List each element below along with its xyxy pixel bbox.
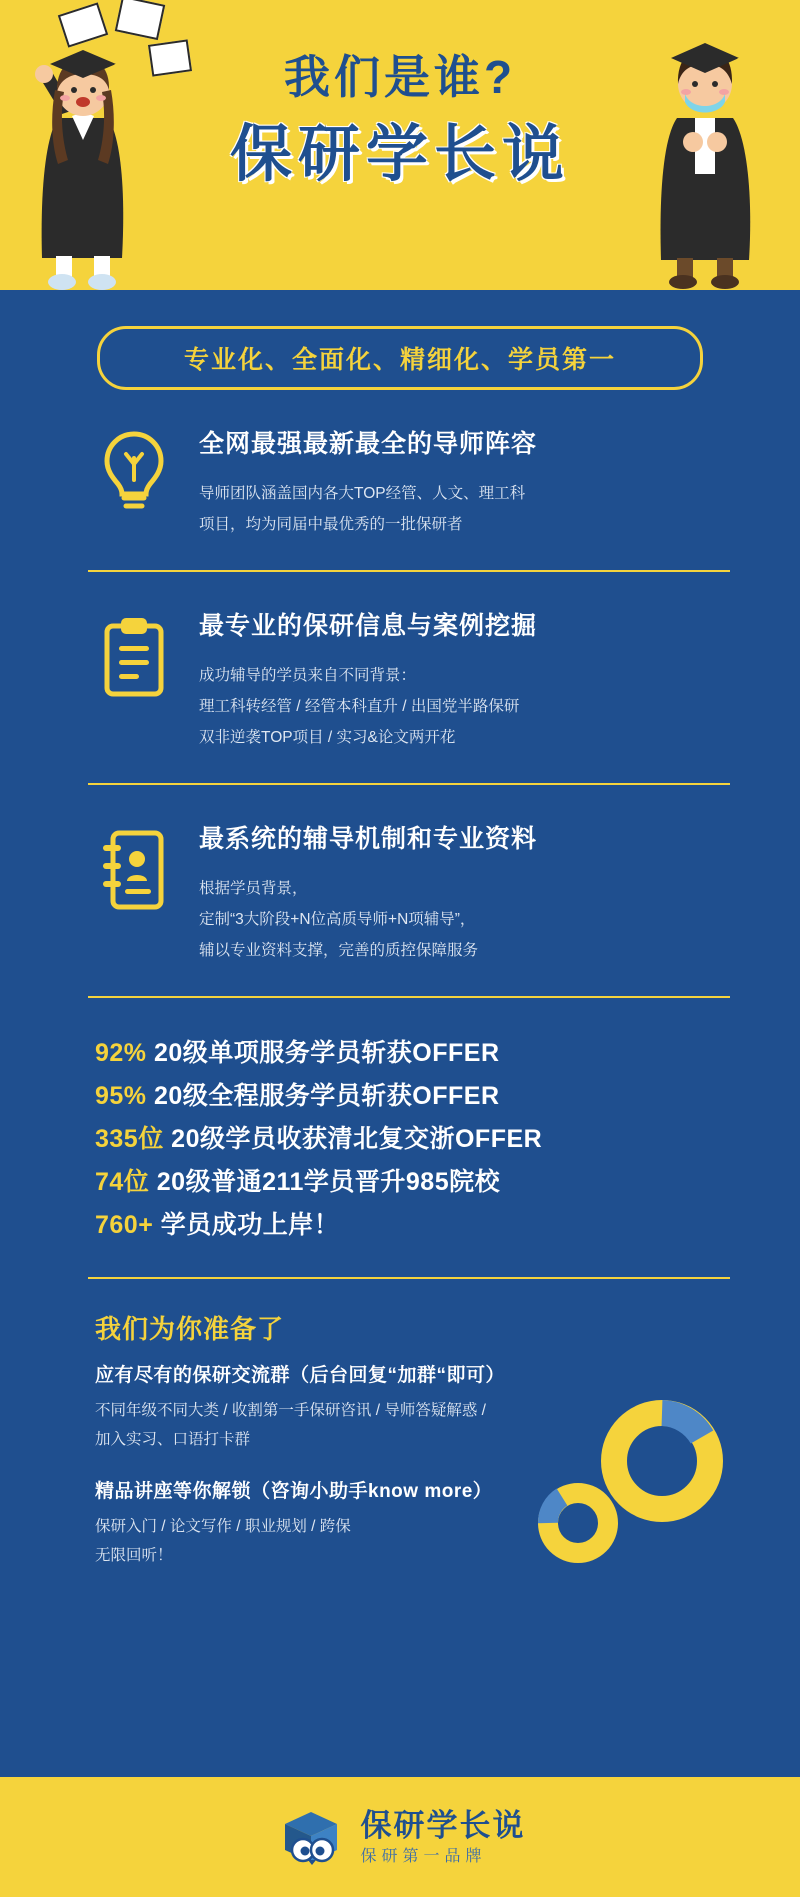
lightbulb-icon (95, 428, 173, 519)
prepared-line: 保研入门 / 论文写作 / 职业规划 / 跨保 (95, 1518, 351, 1536)
feature-body-1 (199, 478, 730, 540)
prepared-subtitle: 应有尽有的保研交流群（后台回复“加群“即可） (95, 1365, 506, 1386)
stat-label: 20级学员收获清北复交浙OFFER (171, 1125, 543, 1153)
feature-line: 双非逆袭TOP项目 / 实习&论文两开花 (199, 729, 456, 746)
slogan-ribbon (97, 326, 703, 390)
slogan-text: 专业化、全面化、精细化、学员第一 (183, 346, 616, 374)
footer-text-group (361, 1808, 526, 1866)
footer-bar (0, 1777, 800, 1897)
stat-row (95, 1075, 730, 1118)
stat-row (95, 1204, 730, 1247)
feature-text-1 (173, 424, 730, 540)
footer-logo-group (275, 1800, 526, 1874)
footer-slogan: 保研第一品牌 (360, 1847, 487, 1865)
prepared-line: 加入实习、口语打卡群 (95, 1430, 251, 1448)
feature-section-3 (0, 785, 800, 966)
stat-row (95, 1032, 730, 1075)
stat-number: 335位 (95, 1125, 164, 1153)
feature-line: 成功辅导的学员来自不同背景： (199, 667, 417, 684)
feature-body-2 (199, 660, 730, 753)
feature-body-3 (199, 873, 730, 966)
feature-section-1 (0, 390, 800, 540)
feature-line: 定制“3大阶段+N位高质导师+N项辅导”， (199, 911, 476, 928)
feature-line: 根据学员背景， (199, 880, 308, 897)
stat-label: 20级全程服务学员斩获OFFER (154, 1082, 500, 1110)
stat-number: 92% (95, 1039, 147, 1067)
stat-label: 学员成功上岸！ (160, 1211, 340, 1239)
stat-row (95, 1118, 730, 1161)
stats-list (0, 998, 800, 1247)
donut-chart-decoration (512, 1391, 742, 1581)
header-title-line1: 我们是谁? (283, 51, 517, 103)
prepared-section (0, 1279, 800, 1571)
feature-line: 导师团队涵盖国内各大TOP经管、人文、理工科 (199, 485, 526, 502)
prepared-subtitle: 精品讲座等你解锁（咨询小助手know more） (95, 1481, 493, 1503)
feature-text-3 (173, 819, 730, 966)
stat-number: 95% (95, 1082, 147, 1110)
stat-row (95, 1161, 730, 1204)
feature-line: 理工科转经管 / 经管本科直升 / 出国党半路保研 (199, 698, 520, 715)
header-banner (0, 0, 800, 290)
stat-number: 74位 (95, 1168, 150, 1196)
stat-label: 20级普通211学员晋升985院校 (156, 1168, 501, 1196)
brand-owl-book-icon (275, 1800, 349, 1874)
prepared-title: 我们为你准备了 (95, 1314, 285, 1344)
feature-line: 项目，均为同届中最优秀的一批保研者 (199, 516, 463, 533)
feature-line: 辅以专业资料支撑，完善的质控保障服务 (199, 942, 479, 959)
prepared-line: 无限回听！ (95, 1547, 173, 1565)
feature-title-1: 全网最强最新最全的导师阵容 (199, 430, 538, 458)
bottom-spacer (0, 1571, 800, 1721)
feature-section-2 (0, 572, 800, 753)
header-title-line2: 保研学长说 (229, 119, 570, 189)
content-body (0, 326, 800, 1721)
notebook-icon (95, 823, 173, 920)
stat-label: 20级单项服务学员斩获OFFER (154, 1039, 500, 1067)
prepared-line: 不同年级不同大类 / 收割第一手保研咨讯 / 导师答疑解惑 / (95, 1402, 486, 1419)
feature-title-3: 最系统的辅导机制和专业资料 (199, 825, 538, 853)
feature-text-2 (173, 606, 730, 753)
feature-title-2: 最专业的保研信息与案例挖掘 (199, 612, 538, 640)
header-title-group (0, 52, 800, 189)
footer-brand-name: 保研学长说 (360, 1807, 526, 1843)
stat-number: 760+ (95, 1211, 154, 1239)
clipboard-icon (95, 610, 173, 707)
